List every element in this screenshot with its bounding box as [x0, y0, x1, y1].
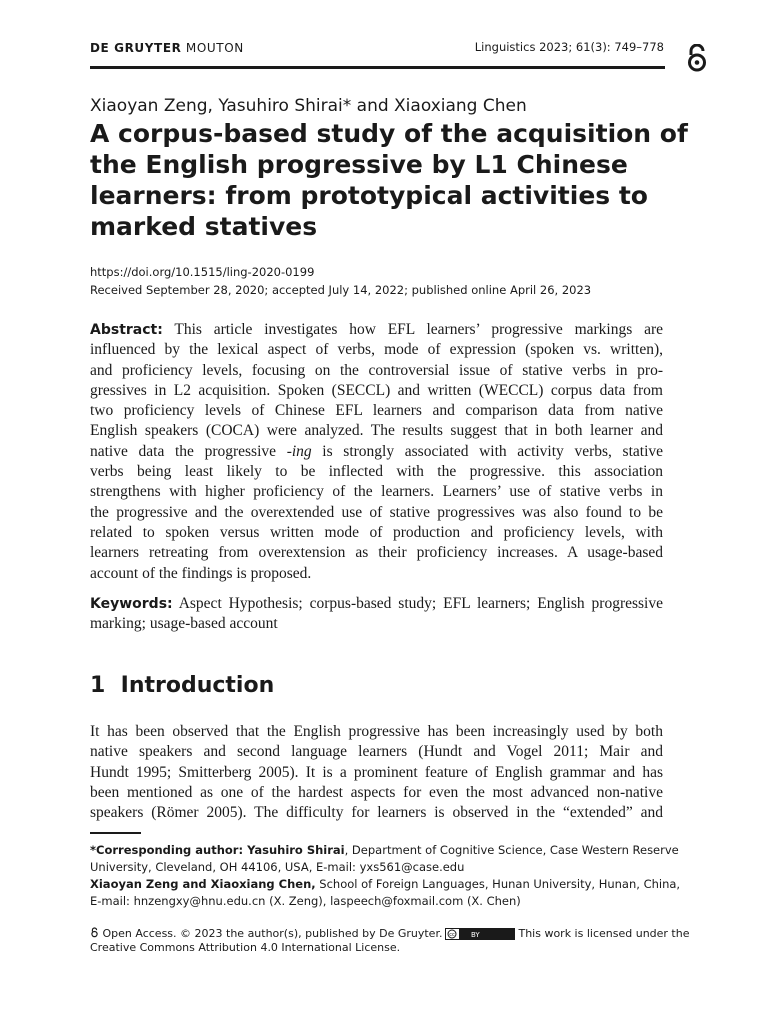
keywords	[90, 594, 663, 635]
abstract-line: English speakers (COCA) were analyzed. The results suggest that in both learner and	[90, 422, 663, 440]
publisher-name	[90, 41, 244, 55]
abstract-line: related to spoken versus written mode of production and proficiency levels, with	[90, 523, 663, 541]
abstract-line: influenced by the lexical aspect of verbs, mode of expression (spoken vs. written),	[90, 341, 663, 359]
abstract-line: verbs being least likely to be inflected with the progressive. this association	[90, 463, 663, 481]
footnote-line: E-mail: hnzengxy@hnu.edu.cn (X. Zeng), laspeech@foxmail.com (X. Chen)	[90, 894, 521, 908]
section-heading	[90, 673, 274, 698]
abstract-line: account of the findings is proposed.	[90, 564, 312, 582]
abstract-line: learners retreating from overextension as their proficiency increases. A usage-based	[90, 544, 663, 562]
abstract-line: native data the progressive -ing is strongly associated with activity verbs, stative	[90, 442, 664, 460]
intro-line: speakers (Römer 2005). The difficulty for learners is observed in the “extended” and	[90, 804, 663, 822]
abstract-line: and proficiency levels, focusing on the controversial issue of stative verbs in pro-	[90, 361, 663, 379]
article-title	[90, 118, 688, 242]
author-list: Xiaoyan Zeng, Yasuhiro Shirai* and Xiaoxiang Chen	[90, 96, 527, 116]
abstract-line: two proficiency levels of Chinese EFL learners and comparison data from native	[90, 402, 663, 420]
abstract-line: strengthens with higher proficiency of the learners. Learners’ use of stative verbs in	[90, 483, 663, 501]
abstract-line: gressives in L2 acquisition. Spoken (SECCL) and written (WECCL) corpus data from	[90, 381, 663, 399]
title-line: the English progressive by L1 Chinese	[90, 150, 628, 179]
license-notice: Open Access. © 2023 the author(s), published by De Gruyter. cc BY This work is licensed under the Creative Commons Attribution 4.0 International License.	[90, 927, 690, 954]
section-title: Introduction	[120, 673, 275, 698]
title-line: A corpus-based study of the acquisition of	[90, 119, 688, 148]
footnote-rule	[90, 832, 141, 834]
keywords-line: marking; usage-based account	[90, 615, 278, 633]
abstract-label: Abstract:	[90, 322, 163, 338]
abstract-line: Abstract: This article investigates how EFL learners’ progressive markings are	[90, 321, 663, 338]
intro-line: It has been observed that the English progressive has been increasingly used by both	[90, 723, 663, 740]
cc-badge-text: BY	[471, 931, 481, 939]
intro-line: been mentioned as one of the hardest aspects for even the most advanced non-native	[90, 783, 663, 801]
journal-citation: Linguistics 2023; 61(3): 749–778	[474, 40, 664, 54]
publication-dates: Received September 28, 2020; accepted July 14, 2022; published online April 26, 2023	[90, 283, 592, 297]
footnote-line: University, Cleveland, OH 44106, USA, E-mail: yxs561@case.edu	[90, 860, 465, 874]
introduction-paragraph	[90, 722, 663, 823]
keywords-line: Keywords: Aspect Hypothesis; corpus-based study; EFL learners; English progressive	[90, 595, 663, 612]
footnotes	[90, 842, 681, 910]
abstract	[90, 320, 663, 584]
publisher-light: MOUTON	[185, 41, 244, 55]
open-access-icon	[684, 44, 710, 72]
intro-line: Hundt 1995; Smitterberg 2005). It is a prominent feature of English grammar and has	[90, 763, 663, 781]
header-rule	[90, 66, 665, 69]
author-affiliation-note: Xiaoyan Zeng and Xiaoxiang Chen, School of Foreign Languages, Hunan University, Hunan, China,	[90, 877, 681, 891]
abstract-line: the progressive and the overextended use of stative progressives was also found to be	[90, 503, 663, 521]
title-line: marked statives	[90, 212, 318, 241]
publisher-bold: DE GRUYTER	[90, 41, 182, 55]
title-line: learners: from prototypical activities to	[90, 181, 648, 210]
italic-ing: -ing	[286, 442, 312, 460]
corresponding-author-note: *Corresponding author: Yasuhiro Shirai, Department of Cognitive Science, Case Western Reserve	[90, 843, 679, 857]
svg-text:cc: cc	[449, 932, 456, 938]
section-number: 1	[90, 673, 106, 698]
license-line: Creative Commons Attribution 4.0 International License.	[90, 941, 401, 954]
doi-link[interactable]: https://doi.org/10.1515/ling-2020-0199	[90, 265, 315, 279]
keywords-label: Keywords:	[90, 596, 173, 612]
cc-by-license-icon[interactable]	[445, 928, 515, 940]
intro-line: native speakers and second language learners (Hundt and Vogel 2011; Mair and	[90, 743, 663, 761]
open-access-small-icon	[90, 927, 99, 938]
